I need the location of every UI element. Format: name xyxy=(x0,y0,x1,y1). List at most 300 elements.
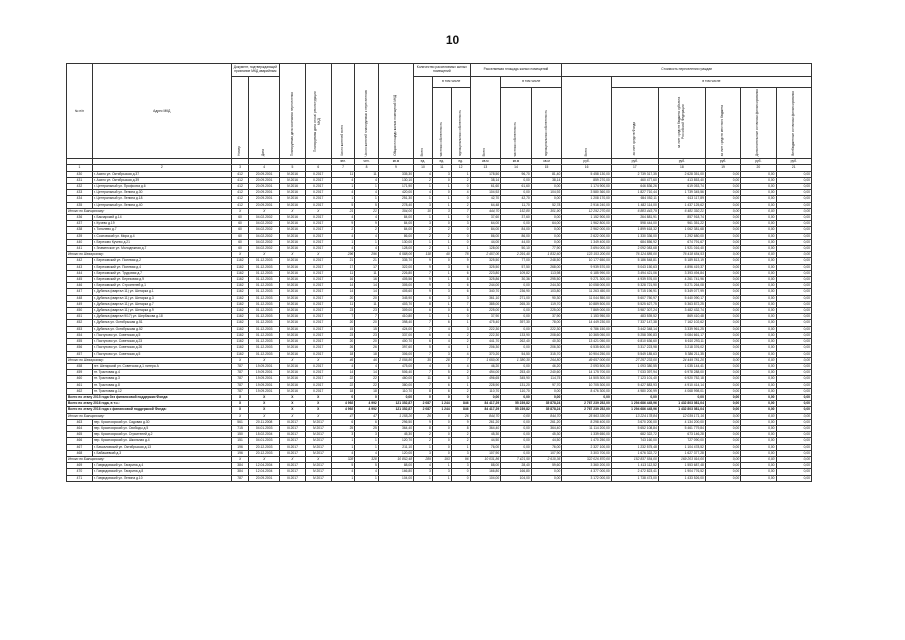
value-cell: 20 xyxy=(331,320,355,326)
info-cell: X xyxy=(279,394,305,400)
value-cell: 0,00 xyxy=(741,382,776,388)
value-cell: 1 062 381,68 xyxy=(658,227,705,233)
value-cell: 0 xyxy=(432,419,451,425)
value-cell: 0,00 xyxy=(501,438,532,444)
value-cell: 0,00 xyxy=(501,432,532,438)
row-number-cell: 430 xyxy=(67,171,93,177)
info-cell: IV.2016 xyxy=(279,301,305,307)
value-cell: 0,00 xyxy=(531,184,562,190)
info-cell: 1162 xyxy=(231,283,249,289)
info-cell: X xyxy=(305,407,331,413)
value-cell: 0,00 xyxy=(776,438,812,444)
value-cell: 0,00 xyxy=(705,450,740,456)
value-cell: 46 xyxy=(331,357,355,363)
value-cell: 1 xyxy=(355,444,379,450)
value-cell: 8 xyxy=(414,425,433,431)
info-cell: II.2017 xyxy=(305,301,331,307)
value-cell: 0,00 xyxy=(741,332,776,338)
value-cell: 0,00 xyxy=(705,413,740,419)
value-cell: 3 xyxy=(451,376,470,382)
value-cell: 7 xyxy=(414,270,433,276)
value-cell: 120,70 xyxy=(378,438,413,444)
address-cell: г. Гавридовский ул. Гагарина д.4 xyxy=(92,463,231,469)
value-cell: 6 xyxy=(451,270,470,276)
value-cell: 1 380,30 xyxy=(501,357,532,363)
info-cell: 01.12.2003 xyxy=(249,314,280,320)
value-cell: 2 xyxy=(451,370,470,376)
value-cell: 0,00 xyxy=(741,376,776,382)
value-cell: 6 185 990,00 xyxy=(562,270,611,276)
value-cell: 0,00 xyxy=(741,456,776,462)
column-index-cell: 1 xyxy=(67,165,93,171)
value-cell: 6 883 443,79 xyxy=(611,208,658,214)
value-cell: 84,00 xyxy=(378,221,413,227)
row-number-cell: 471 xyxy=(67,475,93,481)
value-cell: 0,00 xyxy=(705,252,740,258)
row-number-cell: 434 xyxy=(67,196,93,202)
value-cell: 0,00 xyxy=(776,202,812,208)
value-cell: 57,50 xyxy=(501,264,532,270)
value-cell: 17 xyxy=(331,264,355,270)
value-cell: 0,00 xyxy=(741,370,776,376)
value-cell: 0,00 xyxy=(705,301,740,307)
info-cell: IV.2016 xyxy=(279,221,305,227)
value-cell: 0 xyxy=(451,394,470,400)
info-cell: III.2017 xyxy=(279,438,305,444)
value-cell: 86,00 xyxy=(470,233,501,239)
value-cell: 0,00 xyxy=(501,450,532,456)
address-cell: г. Дубинка ул. Октябрьская д.52 xyxy=(92,326,231,332)
value-cell: 4 xyxy=(355,233,379,239)
value-cell: 211,10 xyxy=(378,444,413,450)
info-cell: X xyxy=(231,394,249,400)
value-cell: 166,80 xyxy=(378,469,413,475)
value-cell: 37,90 xyxy=(470,314,501,320)
value-cell: 2 962 000,00 xyxy=(562,227,611,233)
value-cell: 20 xyxy=(331,295,355,301)
value-cell: 296 xyxy=(331,252,355,258)
info-cell: II.2017 xyxy=(305,308,331,314)
value-cell: 16 xyxy=(355,277,379,283)
value-cell: 4 992 xyxy=(331,401,355,407)
value-cell: 869 410,48 xyxy=(658,314,705,320)
row-label: Всего по этапу 2016 года с финансовой поддержкой Фонда: xyxy=(67,407,232,413)
value-cell: 1 899 618,32 xyxy=(611,227,658,233)
value-cell: 0 xyxy=(451,233,470,239)
value-cell: 1 xyxy=(432,314,451,320)
header-area-group: Расселяемая площадь жилых помещений xyxy=(470,64,562,77)
address-cell: г. Дубинка ул. Октябрьская д.51 xyxy=(92,320,231,326)
value-cell: 385,00 xyxy=(470,301,501,307)
value-cell: 13 224 178,84 xyxy=(611,413,658,419)
value-cell: 857 918,74 xyxy=(658,215,705,221)
value-cell: 361,10 xyxy=(470,295,501,301)
value-cell: 0,00 xyxy=(705,357,740,363)
value-cell: 11 xyxy=(331,270,355,276)
value-cell: 0 xyxy=(432,432,451,438)
value-cell: 405,60 xyxy=(378,289,413,295)
value-cell: 61,60 xyxy=(501,184,532,190)
value-cell: 244,30 xyxy=(531,283,562,289)
value-cell: 2 xyxy=(414,246,433,252)
value-cell: 0,00 xyxy=(776,432,812,438)
value-cell: 6 xyxy=(331,419,355,425)
value-cell: 6 481 392,21 xyxy=(658,208,705,214)
unit-cell: ед. xyxy=(451,159,470,165)
value-cell: 5 084 661,17 xyxy=(658,332,705,338)
value-cell: 6 xyxy=(414,295,433,301)
column-index-cell: 16 xyxy=(562,165,611,171)
value-cell: 0,00 xyxy=(741,407,776,413)
value-cell: 20 xyxy=(355,295,379,301)
value-cell: 420,00 xyxy=(378,190,413,196)
value-cell: 859 270,00 xyxy=(562,177,611,183)
value-cell: 0,00 xyxy=(741,438,776,444)
value-cell: 4 xyxy=(331,190,355,196)
value-cell: 0 xyxy=(432,450,451,456)
value-cell: 2 xyxy=(451,332,470,338)
value-cell: 3 987 307,24 xyxy=(611,308,658,314)
value-cell: 0,00 xyxy=(741,339,776,345)
address-cell: г. Асино ул. Октябрьская д.37 xyxy=(92,171,231,177)
value-cell: 1 xyxy=(331,184,355,190)
value-cell: 222,30 xyxy=(531,326,562,332)
info-cell: II.2017 xyxy=(305,246,331,252)
value-cell: 5 189 813,19 xyxy=(658,258,705,264)
value-cell: 0,00 xyxy=(776,357,812,363)
value-cell: 3 xyxy=(451,463,470,469)
value-cell: 46,20 xyxy=(531,363,562,369)
info-cell: II.2017 xyxy=(305,339,331,345)
value-cell: 22 xyxy=(355,382,379,388)
info-cell: 150 xyxy=(231,432,249,438)
value-cell: 10 705 300,00 xyxy=(562,382,611,388)
info-cell: IV.2016 xyxy=(279,370,305,376)
header-planned-relocation: Планируемая дата окончания переселения xyxy=(279,64,305,159)
value-cell: 128,00 xyxy=(378,246,413,252)
info-cell: IV.2017 xyxy=(305,425,331,431)
value-cell: 28,40 xyxy=(501,463,532,469)
value-cell: 261,20 xyxy=(531,419,562,425)
value-cell: 4 134 200,00 xyxy=(658,419,705,425)
value-cell: 0,00 xyxy=(705,177,740,183)
value-cell: 0,00 xyxy=(776,177,812,183)
value-cell: 5 xyxy=(432,370,451,376)
address-cell: г. Центральный ул. Ленина д.30 xyxy=(92,190,231,196)
value-cell: 1 904 776,52 xyxy=(658,469,705,475)
info-cell: IV.2016 xyxy=(279,308,305,314)
value-cell: 2 xyxy=(451,432,470,438)
value-cell: 296 xyxy=(355,252,379,258)
info-cell: IV.2016 xyxy=(279,177,305,183)
value-cell: 7 033 397,94 xyxy=(611,370,658,376)
value-cell: 225,00 xyxy=(531,308,562,314)
column-index-cell: 6 xyxy=(305,165,331,171)
info-cell: II.2017 xyxy=(305,283,331,289)
value-cell: 345,90 xyxy=(378,295,413,301)
value-cell: 0 xyxy=(451,239,470,245)
value-cell: 0,00 xyxy=(776,413,812,419)
row-number-cell: 457 xyxy=(67,351,93,357)
info-cell: X xyxy=(305,413,331,419)
value-cell: 10 058 000,00 xyxy=(562,283,611,289)
address-cell: г. Березовский ул. Строителей д.1 xyxy=(92,283,231,289)
row-label: Итого по Бакчарскому: xyxy=(67,456,232,462)
column-index-cell: 3 xyxy=(231,165,249,171)
value-cell: 1 349 400,00 xyxy=(562,239,611,245)
info-cell: II.2017 xyxy=(305,320,331,326)
info-cell: II.2017 xyxy=(305,289,331,295)
value-cell: 1 482 114,00 xyxy=(611,202,658,208)
value-cell: 109,82 xyxy=(501,270,532,276)
value-cell: 1 xyxy=(432,239,451,245)
value-cell: 253,40 xyxy=(501,370,532,376)
header-residents: Число жителей всего xyxy=(331,64,355,159)
value-cell: 152,80 xyxy=(501,208,532,214)
value-cell: 0 xyxy=(331,394,355,400)
info-cell: X xyxy=(279,413,305,419)
row-label: Итого по Шегарскому: xyxy=(67,357,232,363)
value-cell: 0,00 xyxy=(776,221,812,227)
value-cell: 4 xyxy=(331,233,355,239)
relocation-table xyxy=(66,63,812,482)
value-cell: 598 444,00 xyxy=(611,221,658,227)
value-cell: 5 607 750,97 xyxy=(611,295,658,301)
value-cell: 1 xyxy=(451,246,470,252)
value-cell: 104,92 xyxy=(531,190,562,196)
value-cell: 0,00 xyxy=(501,314,532,320)
row-number-cell: 468 xyxy=(67,450,93,456)
value-cell: 9 xyxy=(414,277,433,283)
value-cell: 1 035 144,41 xyxy=(658,363,705,369)
value-cell: 0 xyxy=(451,469,470,475)
value-cell: 166,80 xyxy=(470,469,501,475)
value-cell: 0,00 xyxy=(776,382,812,388)
value-cell: 0,00 xyxy=(741,196,776,202)
value-cell: 44,50 xyxy=(531,438,562,444)
value-cell: 1 xyxy=(355,438,379,444)
value-cell: 7 xyxy=(451,357,470,363)
value-cell: 3 218 376,02 xyxy=(658,345,705,351)
value-cell: 2 327 100,00 xyxy=(562,444,611,450)
row-number-cell: 437 xyxy=(67,221,93,227)
value-cell: 22 xyxy=(355,376,379,382)
value-cell: 44,00 xyxy=(501,239,532,245)
value-cell: 9 xyxy=(451,419,470,425)
value-cell: 50,10 xyxy=(501,246,532,252)
value-cell: 236,90 xyxy=(501,289,532,295)
info-cell: 01.12.2003 xyxy=(249,351,280,357)
row-number-cell: 461 xyxy=(67,382,93,388)
value-cell: 0,00 xyxy=(776,289,812,295)
value-cell: 0,00 xyxy=(776,246,812,252)
value-cell: 4 xyxy=(355,215,379,221)
unit-cell: руб. xyxy=(611,159,658,165)
value-cell: 0,00 xyxy=(776,252,812,258)
row-number-cell: 433 xyxy=(67,190,93,196)
value-cell: 0,00 xyxy=(776,326,812,332)
value-cell: 59,60 xyxy=(531,463,562,469)
header-address: Адрес МКД xyxy=(92,64,231,159)
info-cell: 19.09.2001 xyxy=(249,382,280,388)
table-body xyxy=(67,171,812,481)
value-cell: 26 xyxy=(355,345,379,351)
info-cell: IV.2016 xyxy=(279,239,305,245)
value-cell: 0,00 xyxy=(741,258,776,264)
value-cell: 2 767 239 252,00 xyxy=(562,407,611,413)
value-cell: 0,00 xyxy=(705,308,740,314)
info-cell: 787 xyxy=(231,475,249,481)
row-number-cell: 448 xyxy=(67,295,93,301)
value-cell: 0,00 xyxy=(741,314,776,320)
value-cell: 14 xyxy=(355,370,379,376)
info-cell: II.2017 xyxy=(305,363,331,369)
header-count-total: Всего xyxy=(414,77,433,159)
unit-cell: ед. xyxy=(432,159,451,165)
value-cell: 0,00 xyxy=(705,258,740,264)
value-cell: 4 xyxy=(414,190,433,196)
row-number-cell: 436 xyxy=(67,215,93,221)
info-cell: II.2017 xyxy=(305,196,331,202)
value-cell: 3 393 494,84 xyxy=(658,270,705,276)
value-cell: 1 292 680,00 xyxy=(658,233,705,239)
column-index-cell: 14 xyxy=(501,165,532,171)
value-cell: 88,00 xyxy=(470,463,501,469)
value-cell: 0,00 xyxy=(741,295,776,301)
info-cell: 561 xyxy=(231,419,249,425)
column-index-cell: 8 xyxy=(355,165,379,171)
value-cell: 1 xyxy=(451,171,470,177)
value-cell: 11 xyxy=(331,301,355,307)
address-cell: пер. Красноярский ул. Строителей д.2 xyxy=(92,432,231,438)
value-cell: 0,00 xyxy=(705,239,740,245)
row-number-cell: 470 xyxy=(67,469,93,475)
unit-cell: ед. xyxy=(414,159,433,165)
value-cell: 1 553 687,48 xyxy=(658,463,705,469)
value-cell: 2 xyxy=(414,177,433,183)
value-cell: 1 xyxy=(432,215,451,221)
value-cell: 4 xyxy=(414,363,433,369)
value-cell: 11 xyxy=(355,270,379,276)
value-cell: 7 337 147,38 xyxy=(611,320,658,326)
info-cell: IV.2016 xyxy=(279,215,305,221)
value-cell: 673 146,28 xyxy=(658,432,705,438)
value-cell: 2 087 xyxy=(414,407,433,413)
info-cell: X xyxy=(249,407,280,413)
value-cell: 304,00 xyxy=(378,208,413,214)
value-cell: 15 xyxy=(355,326,379,332)
value-cell: 4 xyxy=(414,171,433,177)
value-cell: 6 xyxy=(355,419,379,425)
info-cell: X xyxy=(249,252,280,258)
info-cell: IV.2017 xyxy=(305,450,331,456)
row-number-cell: 439 xyxy=(67,233,93,239)
value-cell: 1 xyxy=(355,196,379,202)
value-cell: 0 xyxy=(451,184,470,190)
row-number-cell: 452 xyxy=(67,320,93,326)
value-cell: 1 xyxy=(414,215,433,221)
info-cell: 20.09.2001 xyxy=(249,177,280,183)
value-cell: 0 xyxy=(451,215,470,221)
info-cell: II.2017 xyxy=(305,314,331,320)
value-cell: 1 738 473,00 xyxy=(611,475,658,481)
info-cell: X xyxy=(279,208,305,214)
info-cell: 04.02.2002 xyxy=(249,246,280,252)
value-cell: 0,00 xyxy=(705,475,740,481)
unit-cell: кв.м xyxy=(531,159,562,165)
info-cell: 12.04.2004 xyxy=(249,463,280,469)
value-cell: 3 xyxy=(414,469,433,475)
value-cell: 9 xyxy=(331,221,355,227)
info-cell: II.2017 xyxy=(305,382,331,388)
value-cell: 9 xyxy=(451,258,470,264)
header-cost-group: Стоимость переселения граждан xyxy=(562,64,812,77)
value-cell: 5 258 390,83 xyxy=(611,332,658,338)
value-cell: 0,00 xyxy=(705,401,740,407)
value-cell: 0,00 xyxy=(705,227,740,233)
value-cell: 424,00 xyxy=(378,326,413,332)
value-cell: 0,00 xyxy=(741,450,776,456)
header-planned-demolition: Планируемая дата сноса/ реконструкции МКД xyxy=(305,64,331,159)
value-cell: 3 xyxy=(432,171,451,177)
value-cell: 0,00 xyxy=(705,382,740,388)
value-cell: 103,80 xyxy=(531,289,562,295)
value-cell: 0,00 xyxy=(705,196,740,202)
info-cell: II.2017 xyxy=(305,326,331,332)
value-cell: 1 093 380,55 xyxy=(611,363,658,369)
value-cell: 6 xyxy=(432,320,451,326)
value-cell: 5 328 721,90 xyxy=(611,283,658,289)
row-number-cell: 458 xyxy=(67,363,93,369)
info-cell: 01.12.2003 xyxy=(249,258,280,264)
value-cell: 727 090,00 xyxy=(658,438,705,444)
info-cell: IV.2017 xyxy=(305,463,331,469)
header-cost-extra2: Внебюджетные источники финансирования xyxy=(776,88,812,159)
value-cell: 4 xyxy=(331,246,355,252)
value-cell: 322 026 870,00 xyxy=(562,456,611,462)
info-cell: II.2017 xyxy=(305,351,331,357)
unit-cell: руб. xyxy=(562,159,611,165)
value-cell: 0,00 xyxy=(776,283,812,289)
column-index-cell: 10 xyxy=(414,165,433,171)
row-number-cell: 462 xyxy=(67,388,93,394)
value-cell: 0,00 xyxy=(741,345,776,351)
value-cell: 97,70 xyxy=(531,382,562,388)
value-cell: 289 xyxy=(414,456,433,462)
value-cell: 1 827 710,44 xyxy=(611,190,658,196)
info-cell: II.2017 xyxy=(305,177,331,183)
value-cell: 28 xyxy=(432,357,451,363)
value-cell: 0,00 xyxy=(741,425,776,431)
info-cell: 1162 xyxy=(231,295,249,301)
value-cell: 22 xyxy=(331,376,355,382)
value-cell: 1 232 575,48 xyxy=(611,444,658,450)
value-cell: 2 xyxy=(432,233,451,239)
info-cell: IV.2016 xyxy=(279,332,305,338)
value-cell: 1 627 377,28 xyxy=(658,450,705,456)
info-cell: IV.2016 xyxy=(279,270,305,276)
value-cell: 26 xyxy=(451,413,470,419)
value-cell: 1 330 336,00 xyxy=(611,233,658,239)
value-cell: 0 xyxy=(432,177,451,183)
value-cell: 4 xyxy=(451,363,470,369)
value-cell: 9 xyxy=(414,258,433,264)
row-number-cell: 455 xyxy=(67,339,93,345)
row-number-cell: 463 xyxy=(67,419,93,425)
info-cell: X xyxy=(231,413,249,419)
info-cell: IV.2016 xyxy=(279,326,305,332)
info-cell: III.2017 xyxy=(279,444,305,450)
